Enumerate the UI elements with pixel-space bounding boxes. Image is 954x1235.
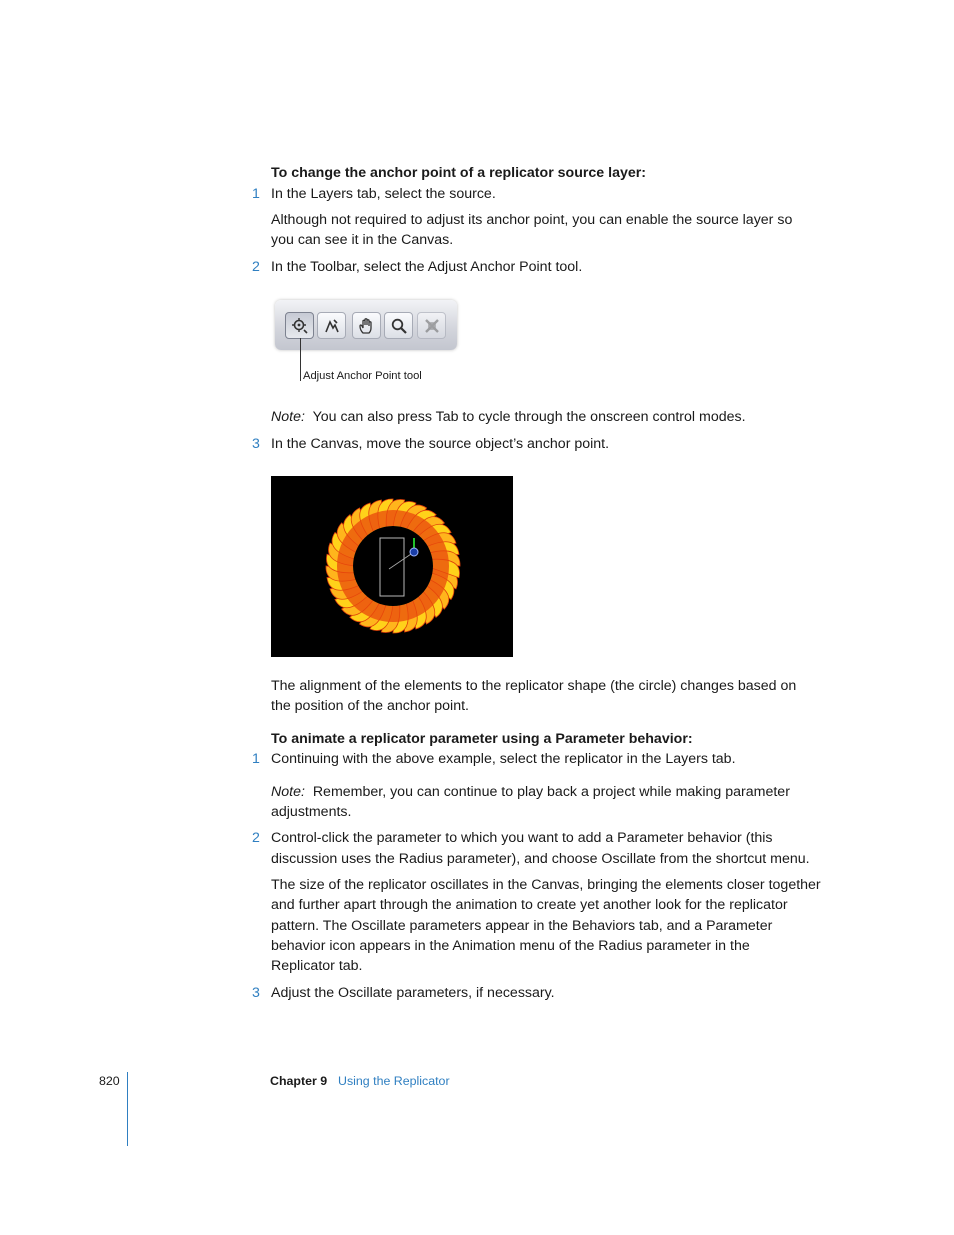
replicator-ring-figure [271,476,513,657]
paragraph-line: The alignment of the elements to the replicator shape (the circle) changes based on [271,678,797,694]
footer-rule [127,1072,128,1146]
paragraph-line: and further apart through the animation to create yet another look for the replicator [271,897,788,913]
step-text: In the Canvas, move the source object’s anchor point. [271,436,610,452]
step-text: discussion uses the Radius parameter), and choose Oscillate from the shortcut menu. [271,851,810,867]
paragraph-line: Replicator tab. [271,958,363,974]
note-label: Note: [271,409,305,425]
step-number: 3 [252,436,260,452]
paragraph-line: The size of the replicator oscillates in the Canvas, bringing the elements closer together [271,877,821,893]
callout-line [300,338,301,381]
note [271,407,746,427]
note-text: You can also press Tab to cycle through the onscreen control modes. [312,409,746,425]
pan-hand-icon [352,312,381,339]
step-number: 3 [252,985,260,1001]
callout-label: Adjust Anchor Point tool [303,370,422,382]
paragraph-line: Although not required to adjust its anchor point, you can enable the source layer so [271,212,793,228]
section-heading: To change the anchor point of a replicator source layer: [271,165,646,181]
paragraph-line: behavior icon appears in the Animation menu of the Radius parameter in the [271,938,750,954]
step-number: 2 [252,830,260,846]
note [271,782,790,802]
step-number: 2 [252,259,260,275]
paragraph-line: pattern. The Oscillate parameters appear in the Behaviors tab, and a Parameter [271,918,773,934]
3d-transform-icon [417,312,446,339]
footer-chapter-title-link[interactable]: Using the Replicator [338,1074,450,1088]
note-label: Note: [271,784,305,800]
note-text: adjustments. [271,804,352,820]
note-text: Remember, you can continue to play back a project while making parameter [312,784,790,800]
step-text: Continuing with the above example, select the replicator in the Layers tab. [271,751,736,767]
step-number: 1 [252,751,260,767]
canvas-image [271,476,513,657]
footer-chapter: Chapter 9 [270,1074,328,1088]
step-text: Adjust the Oscillate parameters, if necessary. [271,985,555,1001]
step-number: 1 [252,186,260,202]
step-text: In the Toolbar, select the Adjust Anchor Point tool. [271,259,583,275]
paragraph-line: you can see it in the Canvas. [271,232,454,248]
step-text: In the Layers tab, select the source. [271,186,496,202]
adjust-glyph-icon [317,312,346,339]
step-text: Control-click the parameter to which you want to add a Parameter behavior (this [271,830,773,846]
page-number: 820 [99,1074,120,1088]
adjust-anchor-point-icon [285,312,314,339]
section-heading: To animate a replicator parameter using a Parameter behavior: [271,731,693,747]
toolbar-image [275,300,457,350]
paragraph-line: the position of the anchor point. [271,698,469,714]
zoom-icon [384,312,413,339]
